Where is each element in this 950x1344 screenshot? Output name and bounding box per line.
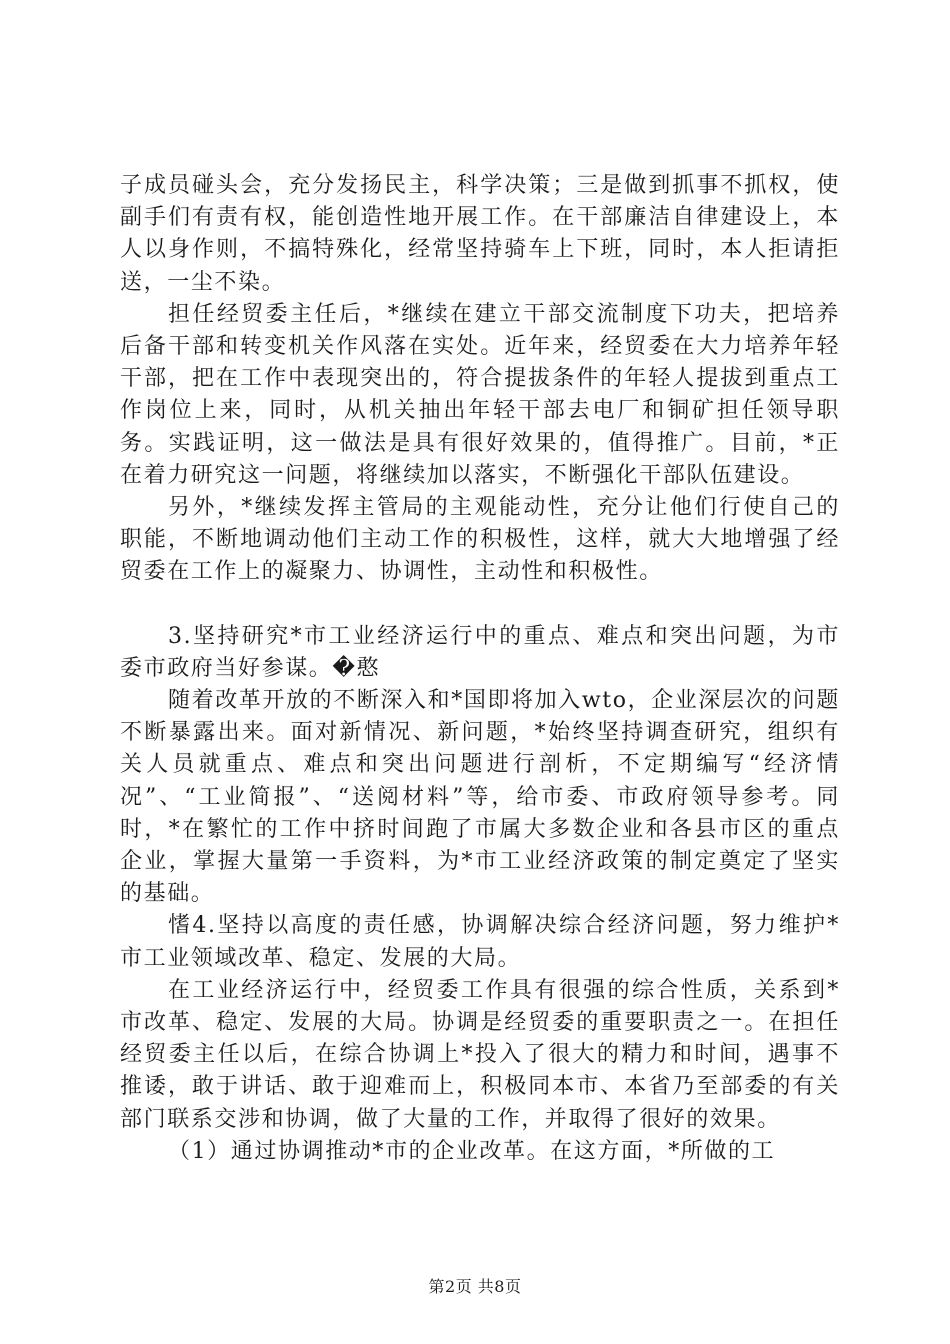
paragraph-5: 在工业经济运行中，经贸委工作具有很强的综合性质，关系到*市改革、稳定、发展的大局。协调是经贸委的重要职责之一。在担任经贸委主任以后，在综合协调上*投入了很大的精力和时间，遇事不推诿，敢于讲话、敢于迎难而上，积极同本市、本省乃至部委的有关部门联系交涉和协调，做了大量的工作，并取得了很好的效果。 [120,977,840,1132]
section-heading-4: 愭4.坚持以高度的责任感，协调解决综合经济问题，努力维护*市工业领域改革、稳定、发展的大局。 [120,913,840,971]
paragraph-1: 子成员碰头会，充分发扬民主，科学决策；三是做到抓事不抓权，使副手们有责有权，能创造性地开展工作。在干部廉洁自律建设上，本人以身作则，不搞特殊化，经常坚持骑车上下班，同时，本人拒请拒送，一尘不染。 [120,173,840,295]
paragraph-2: 担任经贸委主任后，*继续在建立干部交流制度下功夫，把培养后备干部和转变机关作风落在实处。近年来，经贸委在大力培养年轻干部，把在工作中表现突出的，符合提拔条件的年轻人提拔到重点工作岗位上来，同时，从机关抽出年轻干部去电厂和铜矿担任领导职务。实践证明，这一做法是具有很好效果的，值得推广。目前，*正在着力研究这一问题，将继续加以落实，不断强化干部队伍建设。 [120,301,840,488]
page-footer: 第2页 共8页 [428,1277,522,1296]
document-body [120,170,840,1168]
section-heading-3: 3.坚持研究*市工业经济运行中的重点、难点和突出问题，为市委市政府当好参谋。�憨 [120,623,840,681]
paragraph-3: 另外，*继续发挥主管局的主观能动性，充分让他们行使自己的职能，不断地调动他们主动工作的积极性，这样，就大大地增强了经贸委在工作上的凝聚力、协调性，主动性和积极性。 [120,495,840,585]
paragraph-6: （1）通过协调推动*市的企业改革。在这方面，*所做的工 [168,1138,776,1164]
paragraph-4: 随着改革开放的不断深入和*国即将加入wto，企业深层次的问题不断暴露出来。面对新情况、新问题，*始终坚持调查研究，组织有关人员就重点、难点和突出问题进行剖析，不定期编写“经济情况”、“工业简报”、“送阅材料”等，给市委、市政府领导参考。同时，*在繁忙的工作中挤时间跑了市属大多数企业和各县市区的重点企业，掌握大量第一手资料，为*市工业经济政策的制定奠定了坚实的基础。 [120,688,840,907]
